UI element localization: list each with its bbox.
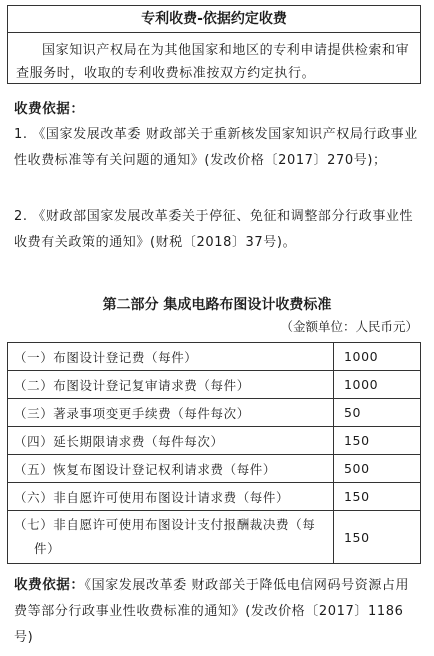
basis-heading: 收费依据： <box>14 101 85 117</box>
table-row <box>8 483 421 511</box>
basis-two-heading: 收费依据： <box>14 577 85 593</box>
notice-box-body: 国家知识产权局在为其他国家和地区的专利申请提供检索和审查服务时，收取的专利收费标准按双方约定执行。 <box>16 43 410 81</box>
table-row <box>8 371 421 399</box>
fee-item: （一）布图设计登记费（每件） <box>8 343 334 371</box>
fee-item: （五）恢复布图设计登记权利请求费（每件） <box>8 455 334 483</box>
table-row <box>8 455 421 483</box>
table-row <box>8 427 421 455</box>
notice-box <box>7 5 421 84</box>
fee-amount: 150 <box>334 427 421 455</box>
fee-amount: 150 <box>334 511 421 564</box>
fee-amount: 50 <box>334 399 421 427</box>
fee-amount: 150 <box>334 483 421 511</box>
fee-amount: 500 <box>334 455 421 483</box>
fee-amount: 1000 <box>334 371 421 399</box>
basis-two-text: 《国家发展改革委 财政部关于降低电信网码号资源占用费等部分行政事业性收费标准的通知》(发改价格〔2017〕1186号) <box>14 578 410 645</box>
part-two-title: 第二部分 集成电路布图设计收费标准 <box>102 297 332 313</box>
table-row <box>8 399 421 427</box>
notice-box-title: 专利收费-依据约定收费 <box>8 6 420 33</box>
fee-item: （三）著录事项变更手续费（每件每次） <box>8 399 334 427</box>
table-row <box>8 511 421 564</box>
basis-item-2: 2. 《财政部国家发展改革委关于停征、免征和调整部分行政事业性收费有关政策的通知》(财税〔2018〕37号)。 <box>14 209 414 250</box>
basis-item-1: 1. 《国家发展改革委 财政部关于重新核发国家知识产权局行政事业性收费标准等有关问题的通知》(发改价格〔2017〕270号)； <box>14 127 418 168</box>
fee-item: （四）延长期限请求费（每件每次） <box>8 427 334 455</box>
fee-item: （二）布图设计登记复审请求费（每件） <box>8 371 334 399</box>
fee-item: （六）非自愿许可使用布图设计请求费（每件） <box>8 483 334 511</box>
table-row <box>8 343 421 371</box>
unit-note: （金额单位：人民币元） <box>280 319 418 334</box>
fee-item: （七）非自愿许可使用布图设计支付报酬裁决费（每件） <box>8 511 334 564</box>
fee-amount: 1000 <box>334 343 421 371</box>
basis-two <box>14 572 418 651</box>
fee-table <box>7 342 421 564</box>
